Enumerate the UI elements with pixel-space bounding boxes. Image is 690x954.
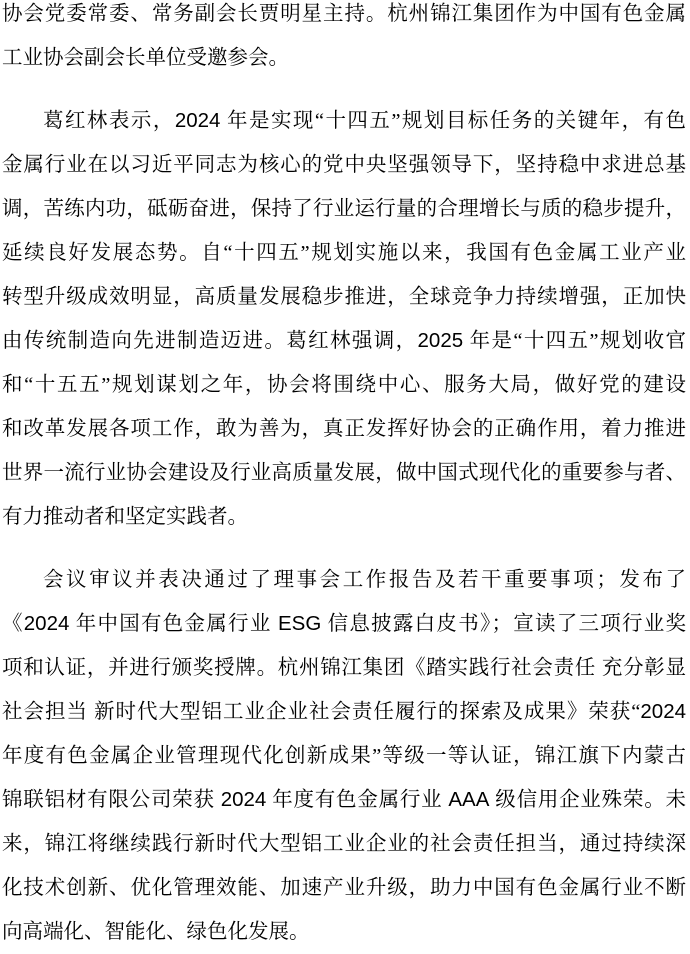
text-line: 社会担当 新时代大型铝工业企业社会责任履行的探索及成果》荣获“2024: [2, 700, 686, 723]
latin-text: 2024: [174, 109, 221, 132]
text-line: 锦联铝材有限公司荣获 2024 年度有色金属行业 AAA 级信用企业殊荣。未: [2, 788, 686, 811]
text-line: 由传统制造向先进制造迈进。葛红林强调，2025 年是“十四五”规划收官: [2, 329, 686, 352]
text-line: 金属行业在以习近平同志为核心的党中央坚强领导下，坚持稳中求进总基: [2, 154, 686, 176]
text-line: 延续良好发展态势。自“十四五”规划实施以来，我国有色金属工业产业: [2, 242, 686, 264]
latin-text: AAA: [448, 788, 490, 811]
text-line: 和“十五五”规划谋划之年，协会将围绕中心、服务大局，做好党的建设: [2, 374, 686, 396]
text-line: 《2024 年中国有色金属行业 ESG 信息披露白皮书》；宣读了三项行业奖: [2, 612, 686, 635]
paragraph: [2, 558, 686, 954]
latin-text: 2025: [417, 329, 464, 352]
text-line: 工业协会副会长单位受邀参会。: [2, 47, 289, 69]
text-line: 向高端化、智能化、绿色化发展。: [2, 921, 310, 943]
text-line: 转型升级成效明显，高质量发展稳步推进，全球竞争力持续增强，正加快: [2, 286, 686, 308]
latin-text: 2024: [23, 612, 70, 635]
text-line: 化技术创新、优化管理效能、加速产业升级，助力中国有色金属行业不断: [2, 877, 686, 899]
text-line: 和改革发展各项工作，敢为善为，真正发挥好协会的正确作用，着力推进: [2, 418, 686, 440]
latin-text: 2024: [640, 700, 686, 723]
text-line: 年度有色金属企业管理现代化创新成果”等级一等认证，锦江旗下内蒙古: [2, 745, 686, 767]
text-line: 来，锦江将继续践行新时代大型铝工业企业的社会责任担当，通过持续深: [2, 833, 686, 855]
text-line: 世界一流行业协会建设及行业高质量发展，做中国式现代化的重要参与者、: [2, 462, 686, 484]
latin-text: 2024: [220, 788, 267, 811]
latin-text: ESG: [277, 612, 322, 635]
text-line: 会议审议并表决通过了理事会工作报告及若干重要事项；发布了: [43, 569, 686, 591]
text-line: 协会党委常委、常务副会长贾明星主持。杭州锦江集团作为中国有色金属: [2, 3, 686, 25]
text-line: 项和认证，并进行颁奖授牌。杭州锦江集团《踏实践行社会责任 充分彰显: [2, 657, 686, 679]
text-line: 有力推动者和坚定实践者。: [2, 506, 248, 528]
text-line: 调，苦练内功，砥砺奋进，保持了行业运行量的合理增长与质的稳步提升，: [2, 198, 686, 220]
paragraph: [2, 99, 686, 539]
paragraph: [2, 0, 686, 80]
text-line: 葛红林表示，2024 年是实现“十四五”规划目标任务的关键年，有色: [43, 109, 686, 132]
